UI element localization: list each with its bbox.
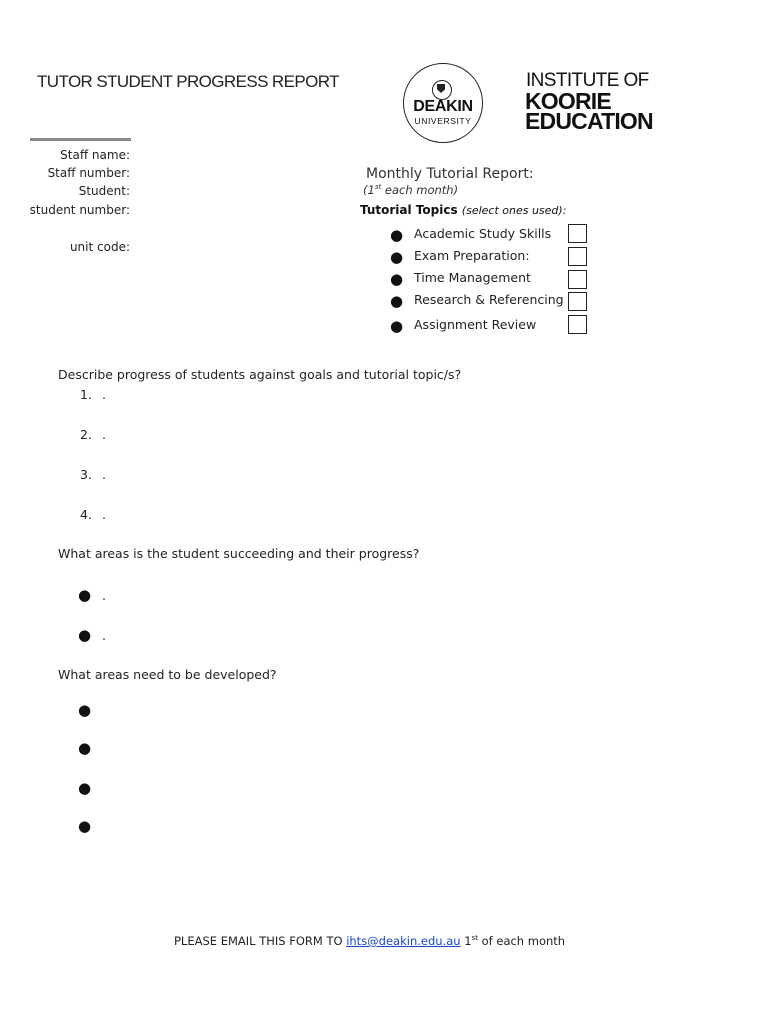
progress-item-number: 2.	[80, 427, 92, 442]
bullet-icon: ●	[78, 586, 92, 604]
footer-suffix-rest: of each month	[477, 934, 566, 948]
topic-label: Research & Referencing	[414, 292, 564, 307]
institute-logo-line3: EDUCATION	[525, 108, 653, 134]
topic-checkbox-research-referencing[interactable]	[568, 292, 587, 311]
footer-prefix: PLEASE EMAIL THIS FORM TO	[174, 934, 347, 948]
email-link[interactable]: ihts@deakin.edu.au	[346, 934, 461, 948]
report-frequency	[363, 183, 458, 197]
tutorial-topics-heading	[360, 203, 566, 217]
progress-item-number: 3.	[80, 467, 92, 482]
footer-note	[174, 934, 565, 948]
topic-checkbox-exam-preparation[interactable]	[568, 247, 587, 266]
progress-item-text[interactable]: .	[102, 387, 106, 402]
unit-code-label: unit code:	[69, 240, 130, 254]
topic-checkbox-academic-study-skills[interactable]	[568, 224, 587, 243]
topic-checkbox-time-management[interactable]	[568, 270, 587, 289]
bullet-icon: ●	[78, 817, 92, 835]
footer-suffix-num: 1	[460, 934, 472, 948]
topic-label: Academic Study Skills	[414, 226, 552, 241]
staff-name-label: Staff name:	[60, 148, 130, 162]
topic-checkbox-assignment-review[interactable]	[568, 315, 587, 334]
frequency-open: (1	[363, 183, 375, 197]
student-number-label: student number:	[29, 203, 130, 217]
bullet-icon: ●	[390, 317, 404, 335]
bullet-icon: ●	[78, 779, 92, 797]
student-label: Student:	[78, 184, 130, 198]
topic-label: Time Management	[414, 270, 531, 285]
title-divider	[30, 138, 131, 141]
bullet-icon: ●	[78, 626, 92, 644]
footer-suffix-sup: st	[471, 934, 478, 943]
progress-item-text[interactable]: .	[102, 427, 106, 442]
topic-label: Exam Preparation:	[414, 248, 530, 263]
succeeding-item-text[interactable]: .	[102, 628, 106, 643]
topic-label: Assignment Review	[414, 317, 537, 332]
progress-item-text[interactable]: .	[102, 467, 106, 482]
succeeding-item-text[interactable]: .	[102, 588, 106, 603]
bullet-icon: ●	[78, 739, 92, 757]
monthly-report-heading: Monthly Tutorial Report:	[366, 166, 534, 182]
deakin-logo-subtitle: UNIVERSITY	[414, 116, 472, 126]
progress-item-number: 1.	[80, 387, 92, 402]
topics-label: Tutorial Topics	[360, 203, 458, 217]
frequency-rest: each month)	[381, 183, 459, 197]
institute-logo-line1: INSTITUTE OF	[526, 70, 649, 91]
deakin-logo-name: DEAKIN	[413, 98, 473, 115]
bullet-icon: ●	[390, 292, 404, 310]
frequency-sup: st	[374, 183, 382, 192]
progress-item-number: 4.	[80, 507, 92, 522]
staff-number-label: Staff number:	[47, 166, 130, 180]
succeeding-question: What areas is the student succeeding and their progress?	[58, 546, 420, 561]
bullet-icon: ●	[390, 270, 404, 288]
bullet-icon: ●	[390, 226, 404, 244]
form-title: TUTOR STUDENT PROGRESS REPORT	[37, 72, 339, 91]
bullet-icon: ●	[78, 701, 92, 719]
topics-hint: (select ones used):	[461, 204, 567, 217]
progress-question: Describe progress of students against goals and tutorial topic/s?	[58, 367, 462, 382]
bullet-icon: ●	[390, 248, 404, 266]
progress-item-text[interactable]: .	[102, 507, 106, 522]
develop-question: What areas need to be developed?	[58, 667, 277, 682]
institute-logo-line2: KOORIE	[525, 88, 611, 114]
